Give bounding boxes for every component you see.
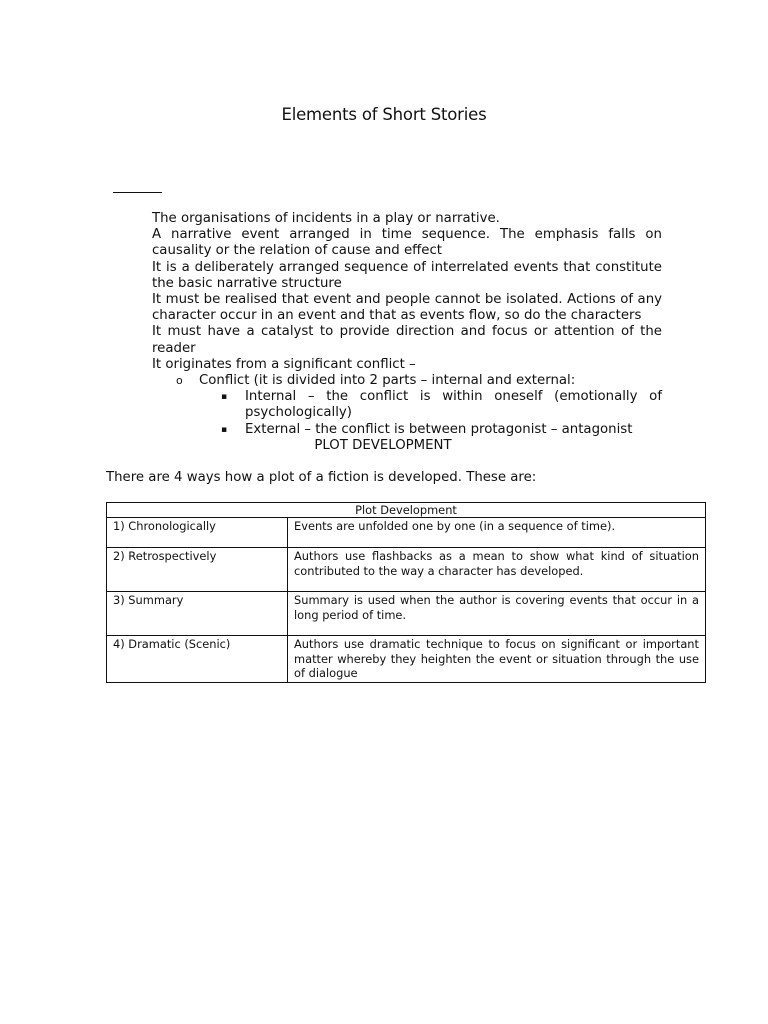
table-row [107,548,706,592]
description-cell: Authors use dramatic technique to focus on significant or important matter whereby they heighten the event or situation through the use of dialogue [288,636,706,683]
conflict-text: Conflict (it is divided into 2 parts – internal and external: [199,373,576,389]
table-header-row [107,503,706,518]
heading-underline [113,192,162,193]
conflict-subitem-text: Internal – the conflict is within oneself (emotionally of psychologically) [245,389,662,421]
method-cell: 4) Dramatic (Scenic) [107,636,288,683]
paragraph: The organisations of incidents in a play or narrative. [152,211,500,226]
description-cell: Authors use flashbacks as a mean to show what kind of situation contributed to the way a character has developed. [288,548,706,592]
conflict-subitem-text: External – the conflict is between protagonist – antagonist [245,421,633,437]
paragraph: It originates from a significant conflict – [152,356,416,372]
table-row [107,518,706,548]
method-cell: 2) Retrospectively [107,548,288,592]
intro-sentence: There are 4 ways how a plot of a fiction is developed. These are: [106,470,537,485]
method-cell: 1) Chronologically [107,518,288,548]
document-title: Elements of Short Stories [281,105,487,124]
plot-development-table [106,502,706,683]
circle-bullet-icon: o [176,374,183,388]
paragraph: It must be realised that event and people cannot be isolated. Actions of any character occur in an event and that as events flow, so do the characters [152,292,662,324]
paragraph: A narrative event arranged in time sequence. The emphasis falls on causality or the relation of cause and effect [152,227,662,259]
method-cell: 3) Summary [107,592,288,636]
conflict-subitem-internal [152,389,662,421]
description-cell: Events are unfolded one by one (in a sequence of time). [288,518,706,548]
table-header-cell: Plot Development [107,503,706,518]
conflict-item [152,373,662,389]
conflict-subitem-external [152,422,662,438]
plot-definition-block [152,211,662,438]
paragraph: It must have a catalyst to provide direction and focus or attention of the reader [152,324,662,356]
square-bullet-icon: ▪ [221,392,228,403]
table-row [107,636,706,683]
section-heading [0,438,768,453]
table-row [107,592,706,636]
square-bullet-icon: ▪ [221,424,228,435]
section-heading-text: PLOT DEVELOPMENT [314,438,452,453]
description-cell: Summary is used when the author is covering events that occur in a long period of time. [288,592,706,636]
paragraph: It is a deliberately arranged sequence of interrelated events that constitute the basic narrative structure [152,259,662,291]
